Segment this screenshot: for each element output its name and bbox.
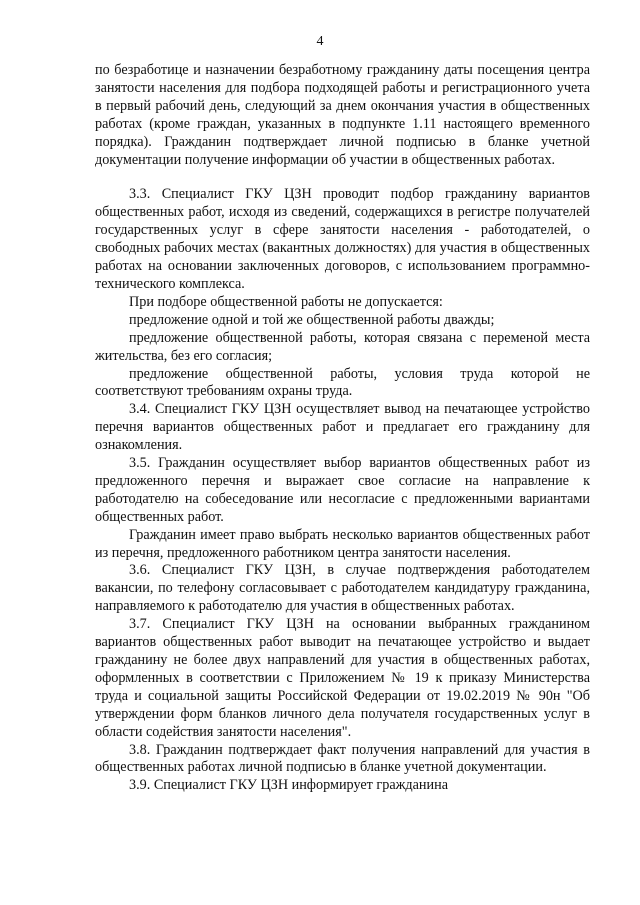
- paragraph-restriction-3: предложение общественной работы, условия труда которой не соответствуют требованиям охраны труда.: [95, 365, 590, 400]
- paragraph-3-7: 3.7. Специалист ГКУ ЦЗН на основании выбранных гражданином вариантов общественных работ выводит на печатающее устройство и выдает гражданину не более двух направлений для участия в общественных работах, оформленных в соответствии с Приложением № 19 к приказу Министерства труда и социальной защиты Российской Федерации от 19.02.2019 № 90н "Об утверждении форм бланков личного дела получателя государственных услуг в области содействия занятости населения".: [95, 616, 590, 740]
- paragraph-restriction-2: предложение общественной работы, которая связана с переменой места жительства, без его согласия;: [95, 329, 590, 364]
- paragraph-restrictions-intro: При подборе общественной работы не допускается:: [129, 293, 443, 310]
- paragraph-3-5: 3.5. Гражданин осуществляет выбор вариантов общественных работ из предложенного перечня и выражает свое согласие на направление к работодателю на собеседование или несогласие с предложенными вариантами общественных работ.: [95, 455, 590, 525]
- paragraph-3-5-right: Гражданин имеет право выбрать несколько вариантов общественных работ из перечня, предложенного работником центра занятости населения.: [95, 526, 590, 561]
- paragraph-3-9: 3.9. Специалист ГКУ ЦЗН информирует гражданина: [129, 777, 449, 794]
- paragraph-3-4: 3.4. Специалист ГКУ ЦЗН осуществляет вывод на печатающее устройство перечня вариантов общественных работ и предлагает его гражданину для ознакомления.: [95, 401, 590, 454]
- paragraph-continuation: по безработице и назначении безработному гражданину даты посещения центра занятости населения для подбора подходящей работы и регистрационного учета в первый рабочий день, следующий за днем окончания участия в общественных работах (кроме граждан, указанных в подпункте 1.11 настоящего временного порядка). Гражданин подтверждает личной подписью в бланке учетной документации получение информации об участии в общественных работах.: [95, 62, 590, 168]
- paragraph-3-8: 3.8. Гражданин подтверждает факт получения направлений для участия в общественных работах личной подписью в бланке учетной документации.: [95, 741, 590, 776]
- page-number: 4: [316, 34, 324, 49]
- paragraph-3-3: 3.3. Специалист ГКУ ЦЗН проводит подбор гражданину вариантов общественных работ, исходя из сведений, содержащихся в регистре получателей государственных услуг в сфере занятости населения - работодателей, о свободных рабочих местах (вакантных должностях) для участия в общественных работах на основании заключенных договоров, с использованием программно-технического комплекса.: [95, 186, 590, 292]
- paragraph-3-6: 3.6. Специалист ГКУ ЦЗН, в случае подтверждения работодателем вакансии, по телефону согласовывает с работодателем кандидатуру гражданина, направляемого к работодателю для участия в общественных работах.: [95, 562, 590, 615]
- document-body: [95, 62, 590, 795]
- paragraph-restriction-1: предложение одной и той же общественной работы дважды;: [129, 311, 495, 328]
